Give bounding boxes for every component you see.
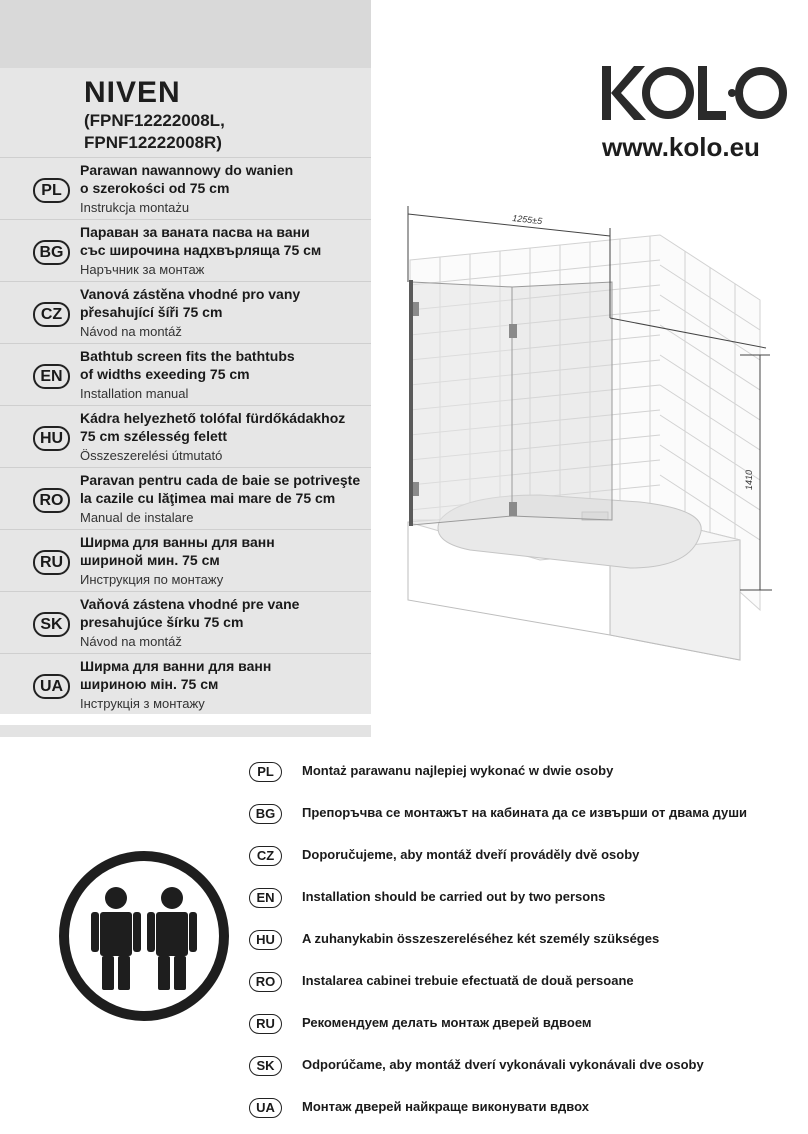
lang-desc-line2: шириною мін. 75 см bbox=[80, 676, 219, 692]
lang-desc-line1: Paravan pentru cada de baie se potriveşte bbox=[80, 472, 361, 488]
lang-desc-line2: přesahující šíři 75 cm bbox=[80, 304, 223, 320]
lang-badge: RU bbox=[249, 1014, 282, 1034]
lang-subtitle: Installation manual bbox=[80, 386, 189, 401]
note-row-ro bbox=[249, 970, 789, 994]
lang-badge: EN bbox=[249, 888, 282, 908]
lang-desc-line1: Bathtub screen fits the bathtubs bbox=[80, 348, 295, 364]
lang-row-ru bbox=[0, 529, 371, 592]
lang-badge: CZ bbox=[33, 302, 70, 327]
lang-badge: RO bbox=[33, 488, 70, 513]
lang-subtitle: Инструкция по монтажу bbox=[80, 572, 224, 587]
two-persons-icon bbox=[58, 850, 230, 1022]
note-row-cz bbox=[249, 844, 789, 868]
lang-desc-line2: la cazile cu lăţimea mai mare de 75 cm bbox=[80, 490, 336, 506]
lang-desc-line2: of widths exeeding 75 cm bbox=[80, 366, 250, 382]
glass-screen bbox=[409, 280, 612, 526]
note-text: Instalarea cabinei trebuie efectuată de două persoane bbox=[302, 973, 634, 988]
note-row-bg bbox=[249, 802, 789, 826]
model-code-line1: (FPNF12222008L, bbox=[84, 111, 225, 130]
lang-desc-line2: o szerokości od 75 cm bbox=[80, 180, 230, 196]
lang-row-bg bbox=[0, 219, 371, 282]
lang-desc-line1: Ширма для ванни для ванн bbox=[80, 658, 272, 674]
lang-badge: SK bbox=[33, 612, 70, 637]
lang-desc-line1: Vaňová zástena vhodné pre vane bbox=[80, 596, 300, 612]
lang-badge: BG bbox=[249, 804, 282, 824]
lang-subtitle: Наръчник за монтаж bbox=[80, 262, 205, 277]
note-row-en bbox=[249, 886, 789, 910]
lang-desc-line1: Parawan nawannowy do wanien bbox=[80, 162, 294, 178]
lang-badge: PL bbox=[33, 178, 70, 203]
lang-desc-line1: Параван за ваната пасва на вани bbox=[80, 224, 310, 240]
lang-subtitle: Instrukcja montażu bbox=[80, 200, 190, 215]
lang-badge: EN bbox=[33, 364, 70, 389]
lang-badge: RU bbox=[33, 550, 70, 575]
lang-row-pl bbox=[0, 157, 371, 220]
lang-desc-line2: presahujúce šírku 75 cm bbox=[80, 614, 244, 630]
lang-badge: RO bbox=[249, 972, 282, 992]
lang-subtitle: Інструкція з монтажу bbox=[80, 696, 205, 711]
note-row-pl bbox=[249, 760, 789, 784]
website-url: www.kolo.eu bbox=[602, 132, 760, 162]
lang-subtitle: Návod na montáž bbox=[80, 324, 182, 339]
top-band bbox=[0, 0, 371, 68]
lang-desc-line2: 75 cm szélesség felett bbox=[80, 428, 228, 444]
lang-row-sk bbox=[0, 591, 371, 654]
width-dimension: 1255±5 bbox=[511, 213, 543, 227]
lang-subtitle: Manual de instalare bbox=[80, 510, 194, 525]
lang-desc-line2: със широчина надхвърляща 75 см bbox=[80, 242, 322, 258]
lang-badge: PL bbox=[249, 762, 282, 782]
lang-desc-line2: шириной мин. 75 см bbox=[80, 552, 220, 568]
note-text: Рекомендуем делать монтаж дверей вдвоем bbox=[302, 1015, 592, 1030]
lang-badge: HU bbox=[33, 426, 70, 451]
note-text: Odporúčame, aby montáž dverí vykonávali vykonávali dve osoby bbox=[302, 1057, 704, 1072]
lang-desc-line1: Vanová zástěna vhodné pro vany bbox=[80, 286, 301, 302]
lang-badge: CZ bbox=[249, 846, 282, 866]
lang-badge: SK bbox=[249, 1056, 282, 1076]
kolo-logo bbox=[600, 62, 788, 126]
note-text: Монтаж дверей найкраще виконувати вдвох bbox=[302, 1099, 589, 1114]
lang-row-cz bbox=[0, 281, 371, 344]
note-text: Препоръчва се монтажът на кабината да се извърши от двама души bbox=[302, 805, 748, 820]
bathtub-screen-drawing bbox=[400, 190, 780, 670]
note-row-ru bbox=[249, 1012, 789, 1036]
note-text: Doporučujeme, aby montáž dveří prováděly dvě osoby bbox=[302, 847, 640, 862]
lang-badge: BG bbox=[33, 240, 70, 265]
lang-subtitle: Összeszerelési útmutató bbox=[80, 448, 223, 463]
note-text: Installation should be carried out by two persons bbox=[302, 889, 606, 904]
lang-row-ua bbox=[0, 653, 371, 716]
height-dimension: 1410 bbox=[744, 469, 754, 490]
lang-row-en bbox=[0, 343, 371, 406]
lang-row-hu bbox=[0, 405, 371, 468]
note-text: A zuhanykabin összeszereléséhez két személy szükséges bbox=[302, 931, 660, 946]
note-text: Montaż parawanu najlepiej wykonać w dwie osoby bbox=[302, 763, 614, 778]
lang-badge: UA bbox=[33, 674, 70, 699]
note-row-ua bbox=[249, 1096, 789, 1120]
lang-desc-line1: Ширма для ванны для ванн bbox=[80, 534, 275, 550]
model-code-line2: FPNF12222008R) bbox=[84, 133, 222, 152]
product-title: NIVEN bbox=[84, 76, 181, 109]
lang-badge: HU bbox=[249, 930, 282, 950]
note-row-hu bbox=[249, 928, 789, 952]
note-row-sk bbox=[249, 1054, 789, 1078]
lang-badge: UA bbox=[249, 1098, 282, 1118]
lang-desc-line1: Kádra helyezhető tolófal fürdőkádakhoz bbox=[80, 410, 346, 426]
lang-subtitle: Návod na montáž bbox=[80, 634, 182, 649]
bottom-band bbox=[0, 725, 371, 737]
lang-row-ro bbox=[0, 467, 371, 530]
